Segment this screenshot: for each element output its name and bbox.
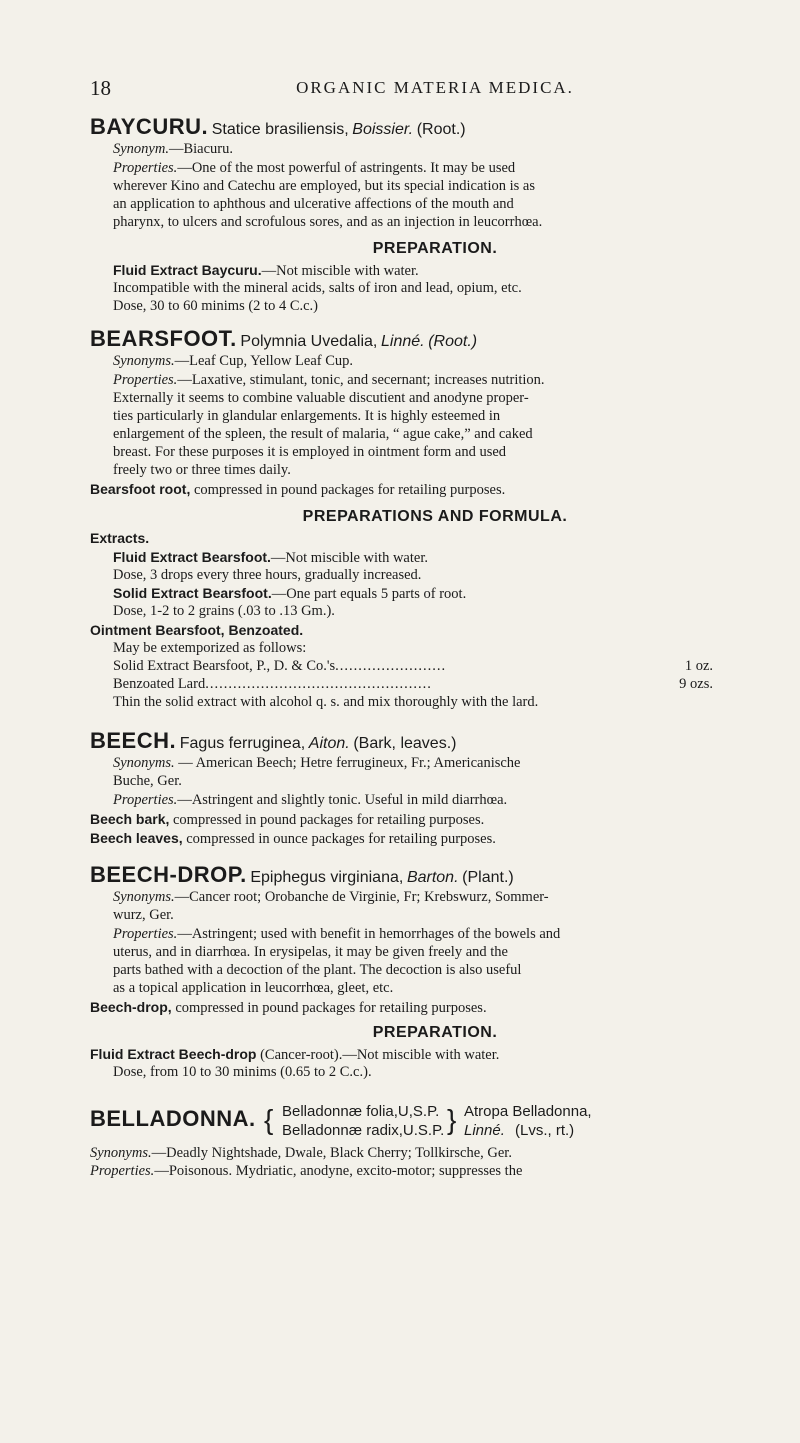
formula-row: Benzoated Lard................................................. 9 ozs. [113, 676, 713, 692]
product-line: Beech leaves, compressed in ounce packages for retailing purposes. [90, 830, 496, 847]
brace-right: } [447, 1104, 457, 1135]
synonym-line: Synonyms. — American Beech; Hetre ferrugineux, Fr.; Americanische [113, 755, 521, 771]
page-number: 18 [90, 76, 111, 100]
text-line: Thin the solid extract with alcohol q. s. and mix thoroughly with the lard. [113, 694, 539, 710]
properties-line: Properties.—Poisonous. Mydriatic, anodyne, excito-motor; suppresses the [90, 1163, 523, 1179]
entry-heading-bearsfoot: BEARSFOOT. Polymnia Uvedalia, Linné. (Root.) [90, 326, 478, 351]
formula-row: Solid Extract Bearsfoot, P., D. & Co.'s........................ 1 oz. [113, 658, 713, 674]
properties-line: Properties.—Astringent and slightly tonic. Useful in mild diarrhœa. [113, 792, 508, 808]
text-line: parts bathed with a decoction of the plant. The decoction is also useful [113, 962, 522, 978]
text-line: Dose, 1-2 to 2 grains (.03 to .13 Gm.). [113, 603, 335, 619]
entry-heading-baycuru: BAYCURU. Statice brasiliensis, Boissier. (Root.) [90, 114, 466, 139]
text-line: freely two or three times daily. [113, 462, 291, 478]
entry-heading-beech: BEECH. Fagus ferruginea, Aiton. (Bark, leaves.) [90, 728, 457, 753]
text-line: Externally it seems to combine valuable discutient and anodyne proper- [113, 390, 529, 406]
text-line: pharynx, to ulcers and scrofulous sores, and as an injection in leucorrhœa. [113, 214, 543, 230]
section-heading: PREPARATION. [372, 240, 498, 257]
properties-line: Properties.—Astringent; used with benefit in hemorrhages of the bowels and [113, 926, 561, 942]
preparation-line: Fluid Extract Beech-drop (Cancer-root).—Not miscible with water. [90, 1046, 500, 1063]
section-heading: PREPARATION. [372, 1024, 498, 1041]
subheading-extracts: Extracts. [90, 530, 150, 546]
text-line: Dose, 3 drops every three hours, gradually increased. [113, 567, 422, 583]
text-line: ties particularly in glandular enlargements. It is highly esteemed in [113, 408, 501, 424]
preparation-line: Fluid Extract Baycuru.—Not miscible with water. [113, 262, 419, 279]
section-heading: PREPARATIONS AND FORMULA. [302, 508, 568, 525]
preparation-line: Solid Extract Bearsfoot.—One part equals 5 parts of root. [113, 585, 467, 602]
product-line: Beech bark, compressed in pound packages for retailing purposes. [90, 811, 485, 828]
synonym-line: Synonyms.—Cancer root; Orobanche de Virginie, Fr; Krebswurz, Sommer- [113, 889, 549, 905]
entry-heading-beech-drop: BEECH-DROP. Epiphegus virginiana, Barton. (Plant.) [90, 862, 514, 887]
running-title: ORGANIC MATERIA MEDICA. [296, 78, 574, 97]
text-line: wurz, Ger. [113, 907, 174, 923]
text-line: Incompatible with the mineral acids, salts of iron and lead, opium, etc. [113, 280, 522, 296]
preparation-line: Ointment Bearsfoot, Benzoated. [90, 622, 304, 638]
product-line: Bearsfoot root, compressed in pound packages for retailing purposes. [90, 481, 506, 498]
text-line: Dose, 30 to 60 minims (2 to 4 C.c.) [113, 298, 319, 314]
page-header [90, 76, 780, 102]
preparation-line: Fluid Extract Bearsfoot.—Not miscible with water. [113, 549, 428, 566]
text-line: an application to aphthous and ulcerative affections of the mouth and [113, 196, 514, 212]
properties-line: Properties.—Laxative, stimulant, tonic, and secernant; increases nutrition. [113, 372, 545, 388]
synonym-line: Synonyms.—Deadly Nightshade, Dwale, Black Cherry; Tollkirsche, Ger. [90, 1145, 512, 1161]
brace-left: { [264, 1104, 274, 1135]
synonym-line: Synonyms.—Leaf Cup, Yellow Leaf Cup. [113, 353, 354, 369]
text-line: Dose, from 10 to 30 minims (0.65 to 2 C.c.). [113, 1064, 372, 1080]
text-line: breast. For these purposes it is employed in ointment form and used [113, 444, 507, 460]
text-line: wherever Kino and Catechu are employed, but its special indication is as [113, 178, 535, 194]
entry-heading-belladonna: BELLADONNA. { Belladonnæ folia,U,S.P. Belladonnæ radix,U.S.P. } Atropa Belladonna, Linné. (Lvs., rt.) [90, 1103, 780, 1141]
text-line: Buche, Ger. [113, 773, 182, 789]
text-line: uterus, and in diarrhœa. In erysipelas, it may be given freely and the [113, 944, 508, 960]
synonym-line: Synonym.—Biacuru. [113, 141, 233, 157]
properties-line: Properties.—One of the most powerful of astringents. It may be used [113, 160, 516, 176]
text-line: enlargement of the spleen, the result of malaria, “ ague cake,” and caked [113, 426, 533, 442]
product-line: Beech-drop, compressed in pound packages for retailing purposes. [90, 999, 487, 1016]
text-line: as a topical application in leucorrhœa, gleet, etc. [113, 980, 394, 996]
text-line: May be extemporized as follows: [113, 640, 307, 656]
